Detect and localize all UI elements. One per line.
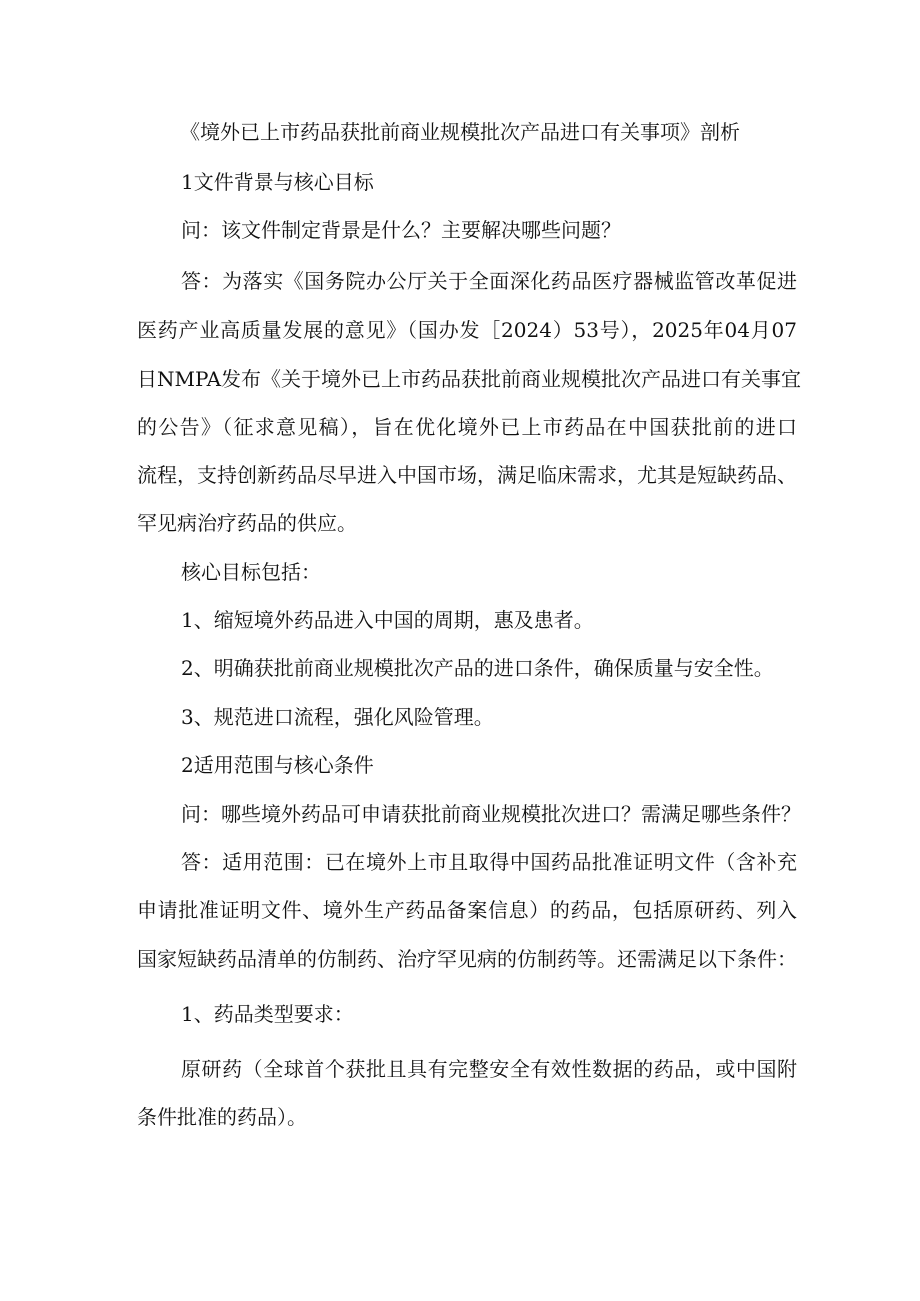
goal-item-1: 1、缩短境外药品进入中国的周期，惠及患者。 [181, 608, 594, 632]
section-2-heading: 2适用范围与核心条件 [181, 753, 374, 777]
answer-2-line-3: 国家短缺药品清单的仿制药、治疗罕见病的仿制药等。还需满足以下条件： [137, 947, 797, 971]
answer-2-line-1: 答：适用范围：已在境外上市且取得中国药品批准证明文件（含补充 [181, 850, 797, 874]
answer-1-line-6: 罕见病治疗药品的供应。 [137, 511, 357, 535]
requirement-1-line-2: 条件批准的药品）。 [137, 1105, 307, 1129]
answer-1-line-4: 的公告》（征求意见稿），旨在优化境外已上市药品在中国获批前的进口 [137, 415, 797, 439]
answer-1-line-1: 答：为落实《国务院办公厅关于全面深化药品医疗器械监管改革促进 [181, 269, 797, 293]
goal-item-2: 2、明确获批前商业规模批次产品的进口条件，确保质量与安全性。 [181, 656, 774, 680]
requirement-1-label: 1、药品类型要求： [181, 1002, 354, 1026]
answer-1-line-2: 医药产业高质量发展的意见》（国办发［2024）53号），2025年04月07 [137, 318, 797, 342]
question-2: 问：哪些境外药品可申请获批前商业规模批次进口？需满足哪些条件？ [181, 802, 801, 826]
section-1-heading: 1文件背景与核心目标 [181, 170, 374, 194]
requirement-1-line-1: 原研药（全球首个获批且具有完整安全有效性数据的药品，或中国附 [181, 1057, 797, 1081]
core-goals-label: 核心目标包括： [181, 560, 321, 584]
question-1: 问：该文件制定背景是什么？主要解决哪些问题？ [181, 218, 621, 242]
goal-item-3: 3、规范进口流程，强化风险管理。 [181, 705, 494, 729]
answer-1-line-5: 流程，支持创新药品尽早进入中国市场，满足临床需求，尤其是短缺药品、 [137, 463, 797, 487]
document-title: 《境外已上市药品获批前商业规模批次产品进口有关事项》剖析 [180, 120, 740, 144]
answer-2-line-2: 申请批准证明文件、境外生产药品备案信息）的药品，包括原研药、列入 [137, 898, 797, 922]
answer-1-line-3: 日NMPA发布《关于境外已上市药品获批前商业规模批次产品进口有关事宜 [137, 367, 802, 391]
